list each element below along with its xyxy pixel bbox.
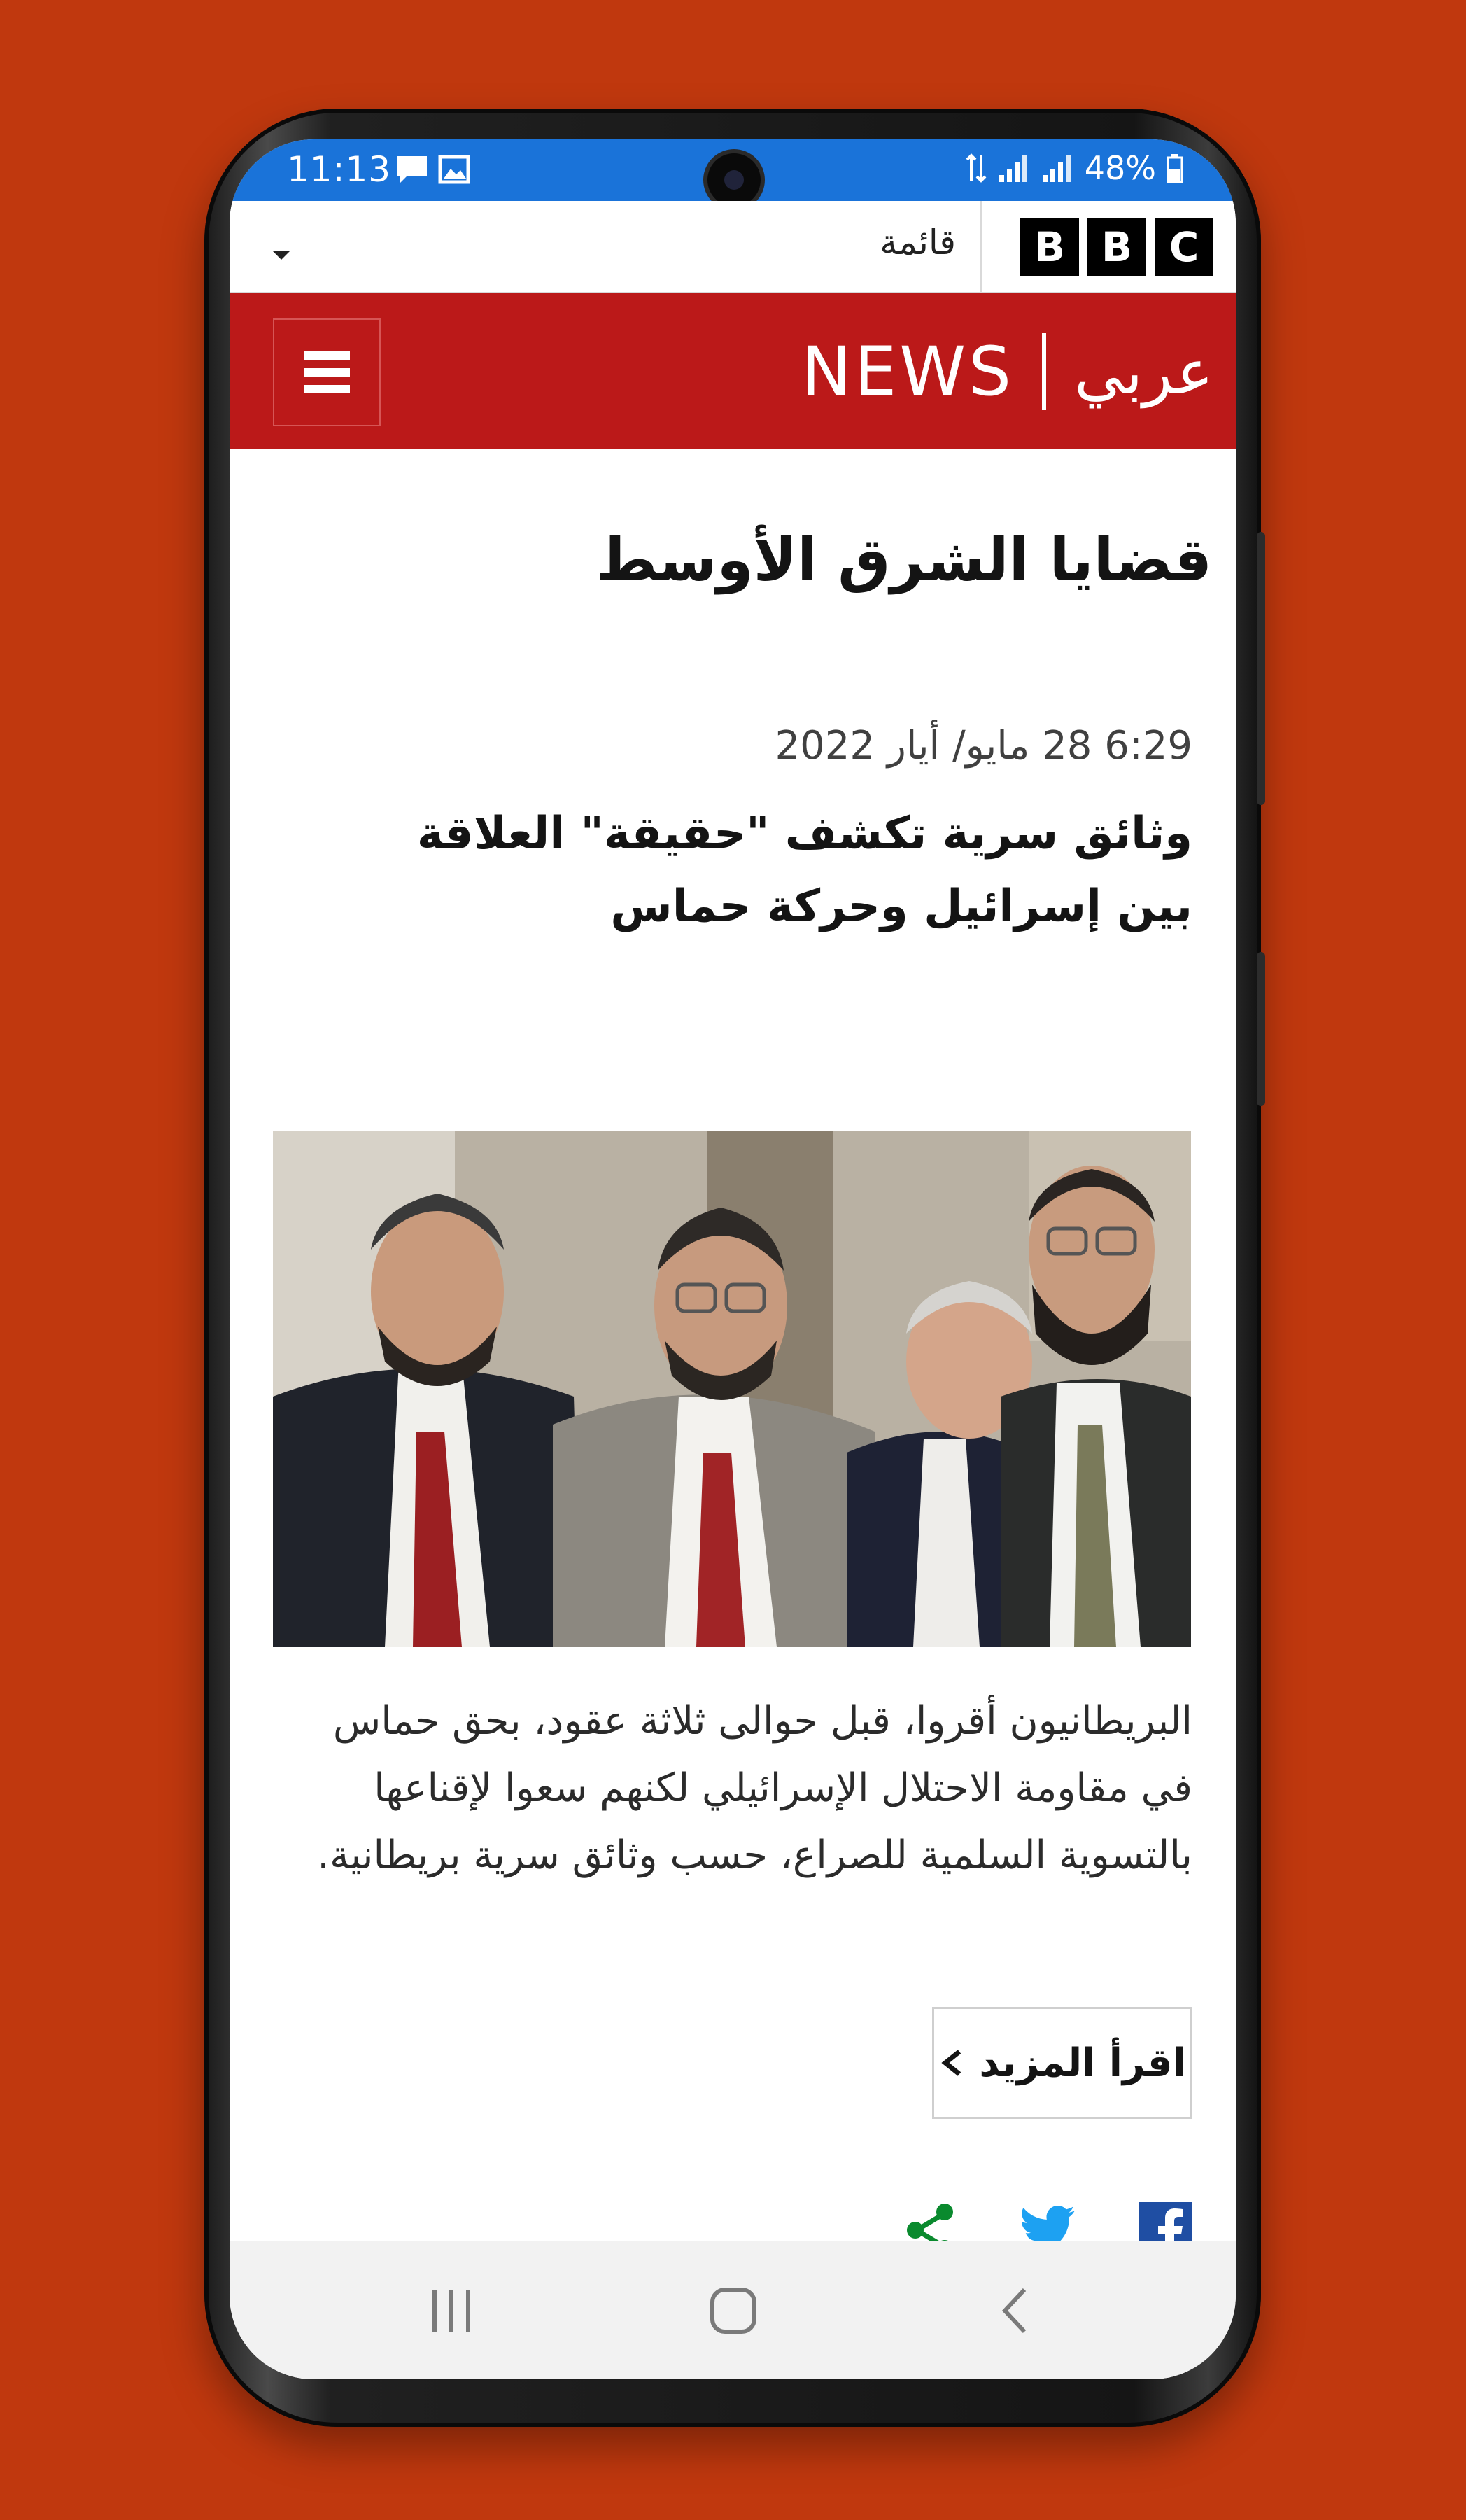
battery-percent: 48% xyxy=(1084,149,1156,187)
hamburger-line xyxy=(304,368,350,377)
brand-arabic: عربي xyxy=(1074,335,1213,408)
signal-icon-2 xyxy=(1041,153,1075,183)
bbc-logo-block: B xyxy=(1020,218,1079,276)
back-icon[interactable] xyxy=(996,2286,1033,2336)
read-more-button[interactable] xyxy=(932,2007,1192,2119)
bbc-logo-block: B xyxy=(1087,218,1146,276)
status-bar xyxy=(230,139,1236,201)
section-title: قضايا الشرق الأوسط xyxy=(595,526,1212,594)
home-icon[interactable] xyxy=(708,2286,759,2336)
bbc-news-arabic-logo[interactable] xyxy=(801,332,1213,411)
status-right-icons xyxy=(964,149,1184,187)
recent-apps-icon[interactable] xyxy=(428,2286,474,2336)
battery-icon xyxy=(1166,153,1184,183)
volume-button xyxy=(1257,532,1265,805)
article-photo[interactable] xyxy=(273,1130,1191,1647)
menu-dropdown-label[interactable]: قائمة xyxy=(880,222,956,262)
brand-news: NEWS xyxy=(801,332,1015,411)
main-content xyxy=(230,449,1236,2241)
system-navigation-bar xyxy=(230,2241,1236,2379)
article-headline[interactable]: وثائق سرية تكشف "حقيقة" العلاقة بين إسرائيل وحركة حماس xyxy=(416,808,1192,932)
hamburger-line xyxy=(304,351,350,360)
image-icon xyxy=(438,153,470,186)
read-more-label: اقرأ المزيد xyxy=(979,2040,1186,2086)
hamburger-menu-button[interactable] xyxy=(273,318,381,426)
bbc-logo-block: C xyxy=(1155,218,1213,276)
phone-screen xyxy=(230,139,1236,2379)
bbc-logo[interactable] xyxy=(1020,218,1213,276)
brand-separator xyxy=(1042,333,1046,410)
hamburger-line xyxy=(304,385,350,393)
group-photo-illustration xyxy=(273,1130,1191,1647)
caret-down-icon[interactable] xyxy=(273,251,290,260)
article-timestamp: 6:29 28 مايو/ أيار 2022 xyxy=(775,723,1192,769)
bbc-top-bar xyxy=(230,201,1236,294)
signal-icon xyxy=(998,153,1031,183)
top-bar-divider xyxy=(980,201,982,292)
article-summary: البريطانيون أقروا، قبل حوالى ثلاثة عقود، بحق حماس في مقاومة الاحتلال الإسرائيلي لكنهم سعوا لإقناعها بالتسوية السلمية للصراع، حسب وثائق سرية بريطانية. xyxy=(317,1698,1192,1878)
chevron-left-icon xyxy=(938,2047,966,2078)
chat-bubble-icon xyxy=(395,153,430,186)
news-banner xyxy=(230,293,1236,449)
front-camera xyxy=(707,153,761,206)
power-button xyxy=(1257,952,1265,1106)
status-time: 11:13 xyxy=(287,149,392,190)
data-arrows-icon xyxy=(964,153,988,183)
